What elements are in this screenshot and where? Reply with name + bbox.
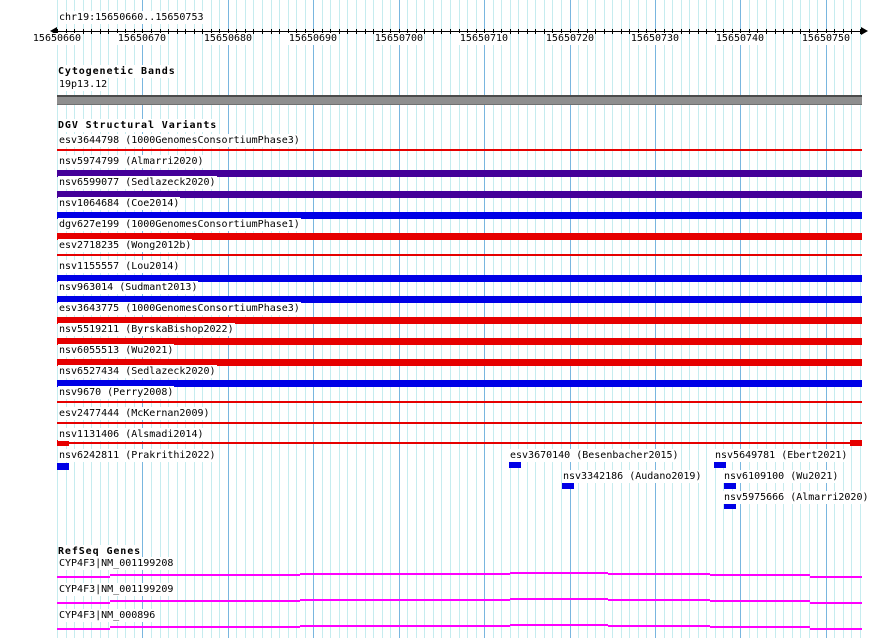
variant-label[interactable]: nsv1131406 (Alsmadi2014) [59,429,204,440]
ruler-tick [168,29,169,34]
ruler-tick [698,29,699,34]
transcript-label[interactable]: CYP4F3|NM_001199209 [59,584,174,595]
variant-label[interactable]: nsv1155557 (Lou2014) [59,261,180,272]
ruler-tick [518,29,519,34]
variant-label[interactable]: esv3670140 (Besenbacher2015) [510,450,679,461]
transcript-label[interactable]: CYP4F3|NM_000896 [59,610,156,621]
variant-block[interactable] [509,462,521,468]
ruler-tick-label: 15650690 [288,33,338,44]
ruler-tick [177,29,178,34]
transcript-line-segment[interactable] [510,598,608,600]
ruler-tick-label: 15650700 [374,33,424,44]
refseq-title: RefSeq Genes [58,546,142,557]
transcript-line-segment[interactable] [810,602,862,604]
variant-block[interactable] [57,463,69,470]
ruler-right-arrow-icon [861,27,868,35]
variant-block[interactable] [850,440,862,446]
variant-bar[interactable] [57,338,862,345]
ruler-tick [783,29,784,34]
ruler-tick [621,29,622,34]
ruler-tick [365,29,366,34]
transcript-line-segment[interactable] [110,626,300,628]
transcript-line-segment[interactable] [110,600,300,602]
ruler-tick [271,29,272,34]
transcript-line-segment[interactable] [810,628,862,630]
ruler-tick [510,29,511,34]
ruler-tick [595,29,596,34]
variant-label[interactable]: esv2477444 (McKernan2009) [59,408,210,419]
dgv-title: DGV Structural Variants [58,120,218,131]
variant-label[interactable]: nsv1064684 (Coe2014) [59,198,180,209]
transcript-line-segment[interactable] [110,574,300,576]
ruler-tick [424,29,425,34]
cytoband-bar[interactable] [57,95,862,105]
ruler-tick [450,29,451,34]
ruler-tick-label: 15650710 [459,33,509,44]
cytoband-label: 19p13.12 [59,79,108,90]
variant-line[interactable] [57,422,862,424]
transcript-line-segment[interactable] [710,574,810,576]
ruler-tick [681,29,682,34]
transcript-line-segment[interactable] [57,576,110,578]
transcript-line-segment[interactable] [300,625,510,627]
transcript-line-segment[interactable] [608,625,710,627]
variant-label[interactable]: nsv5519211 (ByrskaBishop2022) [59,324,234,335]
transcript-line-segment[interactable] [510,572,608,574]
variant-block[interactable] [724,483,736,489]
ruler-tick [185,29,186,34]
variant-label[interactable]: nsv6055513 (Wu2021) [59,345,174,356]
variant-block[interactable] [562,483,574,489]
variant-line[interactable] [57,442,862,444]
region-label: chr19:15650660..15650753 [59,12,204,23]
ruler-tick-label: 15650680 [203,33,253,44]
ruler-tick-label: 15650730 [630,33,680,44]
transcript-line-segment[interactable] [810,576,862,578]
variant-line[interactable] [57,254,862,256]
ruler-tick-label: 15650750 [801,33,851,44]
ruler-tick [860,29,861,34]
variant-label[interactable]: nsv9670 (Perry2008) [59,387,174,398]
variant-line[interactable] [57,149,862,151]
ruler-tick [527,29,528,34]
variant-label[interactable]: nsv5649781 (Ebert2021) [715,450,848,461]
transcript-line-segment[interactable] [57,628,110,630]
transcript-line-segment[interactable] [608,573,710,575]
ruler-tick [706,29,707,34]
cytogenetic-bands-title: Cytogenetic Bands [58,66,176,77]
variant-label[interactable]: nsv6527434 (Sedlazeck2020) [59,366,216,377]
variant-label[interactable]: dgv627e199 (1000GenomesConsortiumPhase1) [59,219,300,230]
variant-label[interactable]: esv2718235 (Wong2012b) [59,240,192,251]
transcript-label[interactable]: CYP4F3|NM_001199208 [59,558,174,569]
ruler-tick [604,29,605,34]
variant-label[interactable]: nsv5975666 (Almarri2020) [724,492,869,503]
ruler-tick [83,29,84,34]
ruler-tick [347,29,348,34]
variant-label[interactable]: nsv6242811 (Prakrithi2022) [59,450,216,461]
ruler-tick-label: 15650670 [117,33,167,44]
ruler-tick [279,29,280,34]
variant-label[interactable]: nsv3342186 (Audano2019) [563,471,702,482]
transcript-line-segment[interactable] [510,624,608,626]
transcript-line-segment[interactable] [300,573,510,575]
ruler-tick [766,29,767,34]
variant-block[interactable] [714,462,726,468]
ruler-tick [339,29,340,34]
ruler-tick-label: 15650660 [32,33,82,44]
variant-label[interactable]: nsv6109100 (Wu2021) [724,471,839,482]
ruler-tick [100,29,101,34]
ruler-tick [262,29,263,34]
ruler-tick [433,29,434,34]
ruler-tick-label: 15650720 [545,33,595,44]
ruler-tick [792,29,793,34]
ruler-tick [356,29,357,34]
ruler-tick [441,29,442,34]
transcript-line-segment[interactable] [57,602,110,604]
ruler-tick [253,29,254,34]
ruler-tick [535,29,536,34]
variant-label[interactable]: nsv6599077 (Sedlazeck2020) [59,177,216,188]
variant-label[interactable]: esv3644798 (1000GenomesConsortiumPhase3) [59,135,300,146]
transcript-line-segment[interactable] [300,599,510,601]
ruler-tick [91,29,92,34]
ruler-tick [851,29,852,34]
variant-label[interactable]: nsv5974799 (Almarri2020) [59,156,204,167]
variant-label[interactable]: nsv963014 (Sudmant2013) [59,282,198,293]
transcript-line-segment[interactable] [710,600,810,602]
ruler-tick [689,29,690,34]
ruler-tick [612,29,613,34]
ruler-tick [194,29,195,34]
variant-bar[interactable] [57,380,862,387]
ruler-tick-label: 15650740 [715,33,765,44]
ruler-tick [108,29,109,34]
variant-line[interactable] [57,401,862,403]
variant-label[interactable]: esv3643775 (1000GenomesConsortiumPhase3) [59,303,300,314]
ruler-tick [775,29,776,34]
transcript-line-segment[interactable] [710,626,810,628]
transcript-line-segment[interactable] [608,599,710,601]
